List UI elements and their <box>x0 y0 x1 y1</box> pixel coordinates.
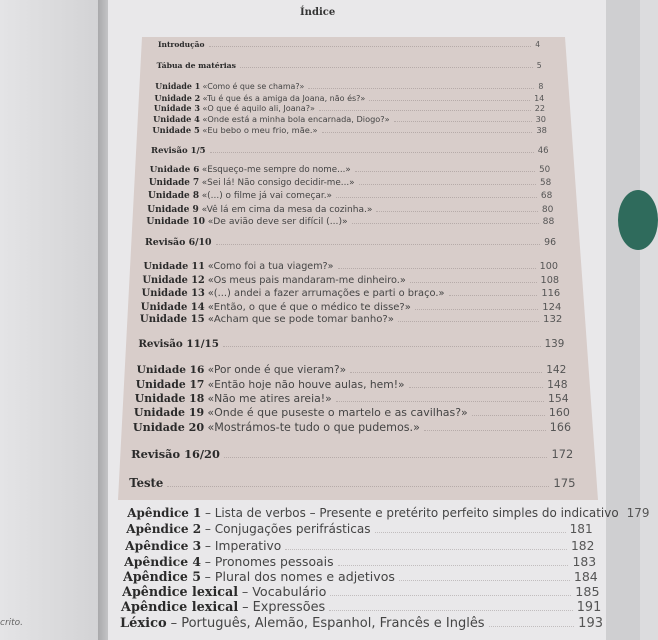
entry-title: «Acham que se pode tomar banho?» <box>207 314 394 326</box>
page-number: 183 <box>572 553 597 569</box>
entry-title: «Onde está a minha bola encarnada, Diogo?» <box>202 113 390 124</box>
entry-title: «Esqueço-me sempre do nome...» <box>201 165 351 176</box>
entry-label: Revisão 11/15 <box>138 338 219 351</box>
toc-entry <box>122 584 599 599</box>
entry-title: «(...) andei a fazer arrumações e parti o braço.» <box>207 287 445 299</box>
entry-title: «De avião deve ser difícil (...)» <box>207 216 348 228</box>
unit-number: 6 <box>193 165 200 176</box>
dot-leader <box>223 346 541 347</box>
entry-title: «Onde é que puseste o martelo e as cavilhas?» <box>207 405 468 419</box>
entry-label: Unidade <box>146 216 190 228</box>
left-page <box>0 0 104 640</box>
toc-entry <box>126 522 592 536</box>
unit-number: 19 <box>188 405 205 419</box>
page-number: 175 <box>553 476 576 491</box>
entry-title: – Expressões <box>242 600 326 616</box>
page-number: 38 <box>536 124 547 135</box>
toc-entry <box>123 569 598 584</box>
entry-title: «O que é aquilo ali, Joana?» <box>202 102 315 113</box>
entry-title: – Lista de verbos – Presente e pretérito perfeito simples do indicativo <box>204 506 619 521</box>
toc-entry <box>158 40 540 49</box>
entry-label: Apêndice lexical <box>121 600 239 616</box>
entry-label: Teste <box>129 476 164 491</box>
dot-leader <box>330 595 571 596</box>
page-number: 193 <box>578 616 603 632</box>
unit-number: 11 <box>191 260 205 272</box>
page-number: 14 <box>534 93 545 103</box>
page-number: 80 <box>541 205 554 216</box>
entry-label: Unidade <box>139 314 188 326</box>
dot-leader <box>424 430 546 431</box>
page-number: 166 <box>549 420 572 434</box>
entry-label: Unidade <box>136 364 186 377</box>
toc-entry <box>121 600 601 615</box>
entry-label: Unidade <box>148 191 190 202</box>
unit-number: 7 <box>192 178 200 189</box>
page-number: 100 <box>539 260 558 272</box>
toc-entry <box>147 204 553 215</box>
dot-leader <box>336 197 537 198</box>
toc-entry <box>136 378 568 391</box>
dot-leader <box>240 67 533 68</box>
entry-label: Revisão 1/5 <box>151 145 206 156</box>
toc-entry <box>149 178 551 188</box>
left-page-text: crito. <box>0 618 24 628</box>
dot-leader <box>322 132 533 133</box>
toc-entry <box>146 216 554 227</box>
dot-leader <box>210 152 534 153</box>
unit-number: 16 <box>189 364 205 377</box>
entry-label: Unidade <box>133 405 186 419</box>
page-number: 46 <box>537 145 549 156</box>
toc-entry <box>125 538 594 553</box>
entry-label: Unidade <box>143 260 189 272</box>
toc-entry <box>145 237 556 248</box>
dot-leader <box>489 626 575 627</box>
dot-leader <box>336 401 544 402</box>
entry-label: Unidade <box>134 391 186 405</box>
page-number: 50 <box>539 165 551 176</box>
entry-title: «Como foi a tua viagem?» <box>207 260 334 272</box>
entry-label: Apêndice 4 <box>124 553 202 569</box>
entry-title: «Vê lá em cima da mesa da cozinha.» <box>201 205 373 216</box>
page-number: 181 <box>569 521 593 536</box>
page-number: 184 <box>573 568 598 584</box>
dot-leader <box>285 549 567 550</box>
page-number: 160 <box>548 405 570 419</box>
entry-label: Revisão 6/10 <box>145 236 212 248</box>
toc-entry <box>152 125 546 135</box>
entry-label: Unidade <box>148 178 190 189</box>
toc-entry <box>155 82 543 91</box>
entry-label: Apêndice 3 <box>125 537 202 553</box>
unit-number: 14 <box>190 301 205 313</box>
unit-number: 18 <box>189 391 205 405</box>
entry-title: – Conjugações perifrásticas <box>204 521 371 536</box>
toc-entry <box>154 103 545 113</box>
toc-entry <box>140 314 562 325</box>
dot-leader <box>394 121 532 122</box>
entry-title: «Por onde é que vieram?» <box>207 364 347 377</box>
dot-leader <box>338 565 569 566</box>
entry-title: – Plural dos nomes e adjetivos <box>204 568 395 584</box>
toc-entry <box>155 93 545 103</box>
unit-number: 3 <box>194 102 200 113</box>
unit-number: 17 <box>189 377 205 391</box>
dot-leader <box>319 110 531 111</box>
entry-label: Revisão 16/20 <box>131 447 220 462</box>
page-number: 191 <box>576 600 602 616</box>
toc-entry <box>129 476 575 490</box>
dot-leader <box>329 610 573 611</box>
toc-entry <box>133 421 571 434</box>
dot-leader <box>399 580 570 581</box>
dot-leader <box>338 268 536 269</box>
page-number: 108 <box>540 274 560 286</box>
page-number: 58 <box>540 178 552 189</box>
entry-title: «Os meus pais mandaram-me dinheiro.» <box>207 274 406 286</box>
page-number: 68 <box>540 191 553 202</box>
dot-leader <box>376 211 537 212</box>
toc-entry <box>142 288 560 299</box>
page-number: 142 <box>546 364 567 377</box>
page-number: 5 <box>536 61 542 71</box>
entry-label: Introdução <box>158 40 205 50</box>
entry-title: «Como é que se chama?» <box>202 82 305 92</box>
entry-label: Unidade <box>141 287 188 299</box>
entry-label: Unidade <box>140 301 188 313</box>
unit-number: 20 <box>188 420 205 434</box>
toc-entry <box>143 261 558 272</box>
entry-title: «Então hoje não houve aulas, hem!» <box>207 377 405 391</box>
dot-leader <box>472 415 545 416</box>
page-number: 116 <box>541 287 561 299</box>
dot-leader <box>359 184 537 185</box>
toc-entry <box>120 616 603 631</box>
dot-leader <box>449 295 538 296</box>
dot-leader <box>350 372 542 373</box>
entry-label: Unidade <box>135 377 186 391</box>
dot-leader <box>216 244 541 245</box>
page-number: 172 <box>551 447 574 462</box>
entry-title: – Pronomes pessoais <box>204 553 334 569</box>
page-number: 4 <box>535 40 540 50</box>
unit-number: 1 <box>194 82 201 92</box>
page-number: 88 <box>542 216 555 228</box>
dot-leader <box>224 457 548 458</box>
entry-title: «Eu bebo o meu frio, mãe.» <box>202 124 318 135</box>
page-number: 96 <box>544 236 557 248</box>
entry-title: – Português, Alemão, Espanhol, Francês e Inglês <box>170 616 485 632</box>
page-number: 132 <box>543 314 563 326</box>
unit-number: 5 <box>194 124 200 135</box>
unit-number: 13 <box>191 287 205 299</box>
entry-label: Apêndice 2 <box>126 521 202 536</box>
dot-leader <box>415 309 538 310</box>
page-number: 148 <box>547 377 568 391</box>
entry-title: «Mostrámos-te tudo o que pudemos.» <box>207 420 420 434</box>
entry-label: Apêndice 1 <box>127 506 202 521</box>
entry-title: «Não me atires areia!» <box>207 391 332 405</box>
entry-label: Unidade <box>153 113 192 124</box>
toc-entry <box>137 364 567 376</box>
dot-leader <box>352 223 539 224</box>
unit-number: 15 <box>190 314 205 326</box>
page-number: 124 <box>542 301 562 313</box>
entry-label: Unidade <box>149 165 191 176</box>
page-number: 30 <box>535 113 546 124</box>
dot-leader <box>409 387 544 388</box>
page-number: 185 <box>575 584 600 600</box>
toc-entry <box>135 392 569 405</box>
entry-title: – Imperativo <box>204 538 282 553</box>
toc-entry <box>131 447 573 461</box>
dot-leader <box>398 321 539 322</box>
background <box>606 0 640 640</box>
page-title: Índice <box>300 7 336 18</box>
entry-title: «Sei lá! Não consigo decidir-me...» <box>201 178 355 189</box>
unit-number: 2 <box>194 92 201 103</box>
entry-label: Tábua de matérias <box>156 61 236 71</box>
toc-entry <box>148 191 552 201</box>
entry-title: «(...) o filme já vai começar.» <box>201 191 333 202</box>
entry-label: Unidade <box>153 102 192 113</box>
page-number: 139 <box>544 338 565 351</box>
dot-leader <box>167 486 549 487</box>
entry-title: – Vocabulário <box>241 584 327 600</box>
entry-label: Unidade <box>155 82 192 92</box>
page-number: 154 <box>547 391 569 405</box>
toc-entry <box>150 165 550 175</box>
entry-title: «Então, o que é que o médico te disse?» <box>207 301 411 313</box>
green-object <box>618 190 658 250</box>
page-number: 8 <box>538 82 544 92</box>
entry-title: «Tu é que és a amiga da Joana, não és?» <box>202 93 366 103</box>
dot-leader <box>209 46 532 47</box>
toc-entry <box>138 338 564 350</box>
dot-leader <box>308 88 534 89</box>
entry-label: Apêndice lexical <box>122 584 239 600</box>
page-number: 22 <box>534 102 546 113</box>
dot-leader <box>355 171 535 172</box>
dot-leader <box>369 100 530 101</box>
toc-entry <box>141 302 562 313</box>
entry-label: Unidade <box>154 92 192 103</box>
toc-entry <box>124 554 596 569</box>
entry-label: Léxico <box>120 616 167 632</box>
unit-number: 12 <box>191 274 205 286</box>
entry-label: Unidade <box>142 274 188 286</box>
toc-entry <box>127 506 650 521</box>
unit-number: 8 <box>192 191 200 202</box>
unit-number: 4 <box>194 113 200 124</box>
unit-number: 10 <box>192 216 206 228</box>
dot-leader <box>410 282 537 283</box>
dot-leader <box>375 532 566 533</box>
toc-entry <box>151 146 549 156</box>
unit-number: 9 <box>192 204 199 216</box>
toc-entry <box>134 406 570 419</box>
toc-entry <box>157 61 542 70</box>
page-number: 182 <box>571 538 595 553</box>
entry-label: Unidade <box>152 124 192 135</box>
toc-entry <box>153 114 546 124</box>
entry-label: Apêndice 5 <box>123 568 201 584</box>
toc-entry <box>143 275 560 286</box>
page-number: 179 <box>626 506 650 521</box>
entry-label: Unidade <box>132 420 185 434</box>
entry-label: Unidade <box>147 204 190 216</box>
